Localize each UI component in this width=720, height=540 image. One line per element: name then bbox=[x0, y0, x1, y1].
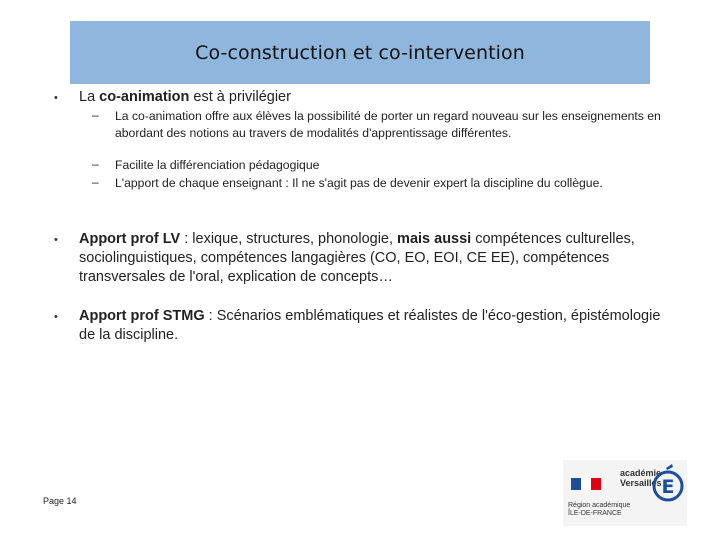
dash-icon: – bbox=[92, 108, 99, 122]
dash-icon: – bbox=[92, 157, 99, 171]
list-item-co-animation bbox=[79, 88, 291, 107]
item-bold: mais aussi bbox=[397, 231, 472, 247]
academie-line2: Versailles bbox=[620, 478, 662, 488]
region-line2: ÎLE-DE-FRANCE bbox=[568, 510, 622, 517]
item-text: compétences culturelles, sociolinguistiques, compétences langagières (CO, EO, EOI, CE EE), compétences transversales de l'oral, explication de concepts… bbox=[79, 231, 635, 285]
bullet-icon: • bbox=[54, 92, 58, 104]
bullet-icon: • bbox=[54, 311, 58, 323]
item-text: : Scénarios emblématiques et réalistes de l'éco-gestion, épistémologie de la discipline. bbox=[79, 308, 661, 343]
page-number: Page 14 bbox=[43, 496, 77, 506]
slide-title-bar bbox=[70, 21, 650, 84]
sub-item: La co-animation offre aux élèves la possibilité de porter un regard nouveau sur les enseignements en abordant des notions au travers de modalités d'apprentissage différentes. bbox=[115, 109, 661, 140]
sub-item: L'apport de chaque enseignant : Il ne s'agit pas de devenir expert la discipline du collègue. bbox=[115, 176, 603, 190]
sub-item: Facilite la différenciation pédagogique bbox=[115, 158, 320, 172]
item-bold: Apport prof LV bbox=[79, 231, 181, 247]
marianne-flag-icon bbox=[571, 478, 601, 494]
academie-logo bbox=[563, 460, 687, 526]
list-item-apport-lv bbox=[79, 230, 679, 287]
item-text: La bbox=[79, 89, 100, 105]
item-text: est à privilégier bbox=[189, 89, 291, 105]
academie-line1: académie bbox=[620, 468, 662, 478]
education-e-logo-icon bbox=[652, 464, 684, 504]
slide-title: Co-construction et co-intervention bbox=[195, 41, 525, 64]
list-item-apport-stmg bbox=[79, 307, 669, 345]
svg-text:E: E bbox=[661, 476, 675, 498]
dash-icon: – bbox=[92, 175, 99, 189]
item-bold: co-animation bbox=[99, 89, 190, 105]
item-text: : lexique, structures, phonologie, bbox=[180, 231, 398, 247]
region-label bbox=[568, 502, 630, 518]
item-bold: Apport prof STMG bbox=[79, 308, 205, 324]
bullet-icon: • bbox=[54, 234, 58, 246]
region-line1: Région académique bbox=[568, 502, 631, 509]
